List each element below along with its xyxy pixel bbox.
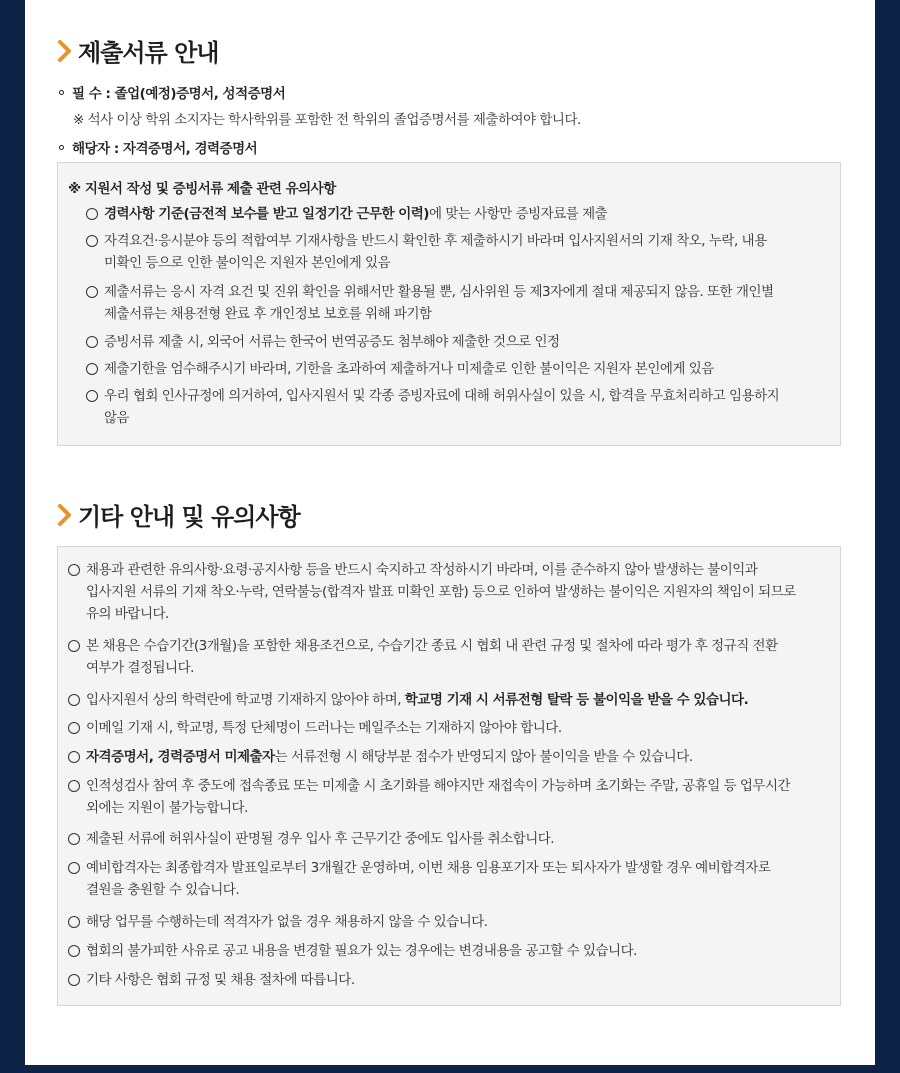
item-text-line: 예비합격자는 최종합격자 발표일로부터 3개월간 운영하며, 이번 채용 임용포기자 또는 퇴사자가 발생할 경우 예비합격자로 (86, 860, 771, 876)
required-docs-label: 필 수 : 졸업(예정)증명서, 성적증명서 (72, 86, 286, 102)
item-text: 에 맞는 사항만 증빙자료를 제출 (428, 206, 608, 222)
section-title-documents (58, 33, 218, 68)
list-item (68, 828, 838, 850)
list-item (68, 746, 838, 768)
required-docs-line (59, 82, 285, 102)
submission-notice-box (57, 162, 841, 446)
circle-bullet-icon (68, 974, 80, 986)
circle-bullet-icon (86, 286, 98, 298)
content-page (25, 0, 875, 1065)
applicable-docs-label: 해당자 : 자격증명서, 경력증명서 (72, 141, 258, 157)
bullet-icon (59, 145, 64, 150)
item-text-line: 자격요건·응시분야 등의 적합여부 기재사항을 반드시 확인한 후 제출하시기 바라며 입사지원서의 기재 착오, 누락, 내용 (104, 233, 767, 249)
section-title-other (58, 497, 300, 532)
list-item (86, 385, 826, 429)
chevron-right-icon (58, 40, 72, 62)
circle-bullet-icon (86, 235, 98, 247)
item-text-line: 여부가 결정됩니다. (86, 660, 194, 676)
circle-bullet-icon (68, 862, 80, 874)
item-text-line: 본 채용은 수습기간(3개월)을 포함한 채용조건으로, 수습기간 종료 시 협회 내 관련 규정 및 절차에 따라 평가 후 정규직 전환 (86, 638, 778, 654)
item-bold-text: 자격증명서, 경력증명서 미제출자 (86, 749, 275, 765)
applicable-docs-line (59, 137, 257, 157)
list-item (86, 281, 826, 325)
item-text-line: 미확인 등으로 인한 불이익은 지원자 본인에게 있음 (104, 255, 391, 271)
chevron-right-icon (58, 504, 72, 526)
item-text: 증빙서류 제출 시, 외국어 서류는 한국어 번역공증도 첨부해야 제출한 것으로 인정 (104, 334, 560, 350)
circle-bullet-icon (86, 363, 98, 375)
circle-bullet-icon (68, 751, 80, 763)
section-title-text: 기타 안내 및 유의사항 (78, 503, 300, 531)
list-item (86, 230, 826, 274)
list-item (86, 203, 826, 225)
item-text: 입사지원서 상의 학력란에 학교명 기재하지 않아야 하며, (86, 692, 405, 708)
list-item (86, 358, 826, 380)
item-text-line: 인적성검사 참여 후 중도에 접속종료 또는 미제출 시 초기화를 해야지만 재접속이 가능하며 초기화는 주말, 공휴일 등 업무시간 (86, 778, 791, 794)
item-text-line: 입사지원 서류의 기재 착오·누락, 연락불능(합격자 발표 미확인 포함) 등으로 인하여 발생하는 불이익은 지원자의 책임이 되므로 (86, 584, 796, 600)
list-item (68, 635, 838, 679)
circle-bullet-icon (68, 916, 80, 928)
item-text: 제출기한을 엄수해주시기 바라며, 기한을 초과하여 제출하거나 미제출로 인한 불이익은 지원자 본인에게 있음 (104, 361, 714, 377)
item-text-line: 외에는 지원이 불가능합니다. (86, 800, 248, 816)
list-item (68, 559, 838, 625)
notice-box-title: ※ 지원서 작성 및 증빙서류 제출 관련 유의사항 (68, 181, 336, 197)
item-text: 는 서류전형 시 해당부분 점수가 반영되지 않아 불이익을 받을 수 있습니다. (274, 749, 693, 765)
item-text: 해당 업무를 수행하는데 적격자가 없을 경우 채용하지 않을 수 있습니다. (86, 914, 488, 930)
circle-bullet-icon (86, 390, 98, 402)
circle-bullet-icon (68, 780, 80, 792)
item-text-line: 채용과 관련한 유의사항·요령·공지사항 등을 반드시 숙지하고 작성하시기 바라며, 이를 준수하지 않아 발생하는 불이익과 (86, 562, 758, 578)
required-docs-note: ※ 석사 이상 학위 소지자는 학사학위를 포함한 전 학위의 졸업증명서를 제출하여야 합니다. (73, 112, 581, 128)
item-text: 기타 사항은 협회 규정 및 채용 절차에 따릅니다. (86, 972, 355, 988)
circle-bullet-icon (68, 722, 80, 734)
list-item (86, 331, 826, 353)
item-text: 협회의 불가피한 사유로 공고 내용을 변경할 필요가 있는 경우에는 변경내용을 공고할 수 있습니다. (86, 943, 637, 959)
list-item (68, 717, 838, 739)
item-text: 이메일 기재 시, 학교명, 특정 단체명이 드러나는 메일주소는 기재하지 않아야 합니다. (86, 720, 562, 736)
circle-bullet-icon (68, 833, 80, 845)
section-title-text: 제출서류 안내 (78, 39, 219, 67)
item-text: 제출된 서류에 허위사실이 판명될 경우 입사 후 근무기간 중에도 입사를 취소합니다. (86, 831, 555, 847)
item-text-line: 우리 협회 인사규정에 의거하여, 입사지원서 및 각종 증빙자료에 대해 허위사실이 있을 시, 합격을 무효처리하고 임용하지 (104, 388, 780, 404)
list-item (68, 911, 838, 933)
circle-bullet-icon (86, 208, 98, 220)
item-text-line: 않음 (104, 410, 130, 426)
circle-bullet-icon (68, 945, 80, 957)
item-bold-text: 학교명 기재 시 서류전형 탈락 등 불이익을 받을 수 있습니다. (404, 692, 749, 708)
other-notice-box (57, 546, 841, 1006)
list-item (68, 775, 838, 819)
list-item (68, 857, 838, 901)
item-text-line: 제출서류는 응시 자격 요건 및 진위 확인을 위해서만 활용될 뿐, 심사위원 등 제3자에게 절대 제공되지 않음. 또한 개인별 (104, 284, 774, 300)
list-item (68, 940, 838, 962)
item-text-line: 제출서류는 채용전형 완료 후 개인정보 보호를 위해 파기함 (104, 306, 432, 322)
list-item (68, 689, 838, 711)
list-item (68, 969, 838, 991)
circle-bullet-icon (68, 564, 80, 576)
circle-bullet-icon (68, 640, 80, 652)
item-text-line: 유의 바랍니다. (86, 606, 169, 622)
bullet-icon (59, 90, 64, 95)
circle-bullet-icon (68, 694, 80, 706)
item-text-line: 결원을 충원할 수 있습니다. (86, 882, 240, 898)
circle-bullet-icon (86, 336, 98, 348)
item-bold-text: 경력사항 기준(금전적 보수를 받고 일정기간 근무한 이력) (104, 206, 429, 222)
